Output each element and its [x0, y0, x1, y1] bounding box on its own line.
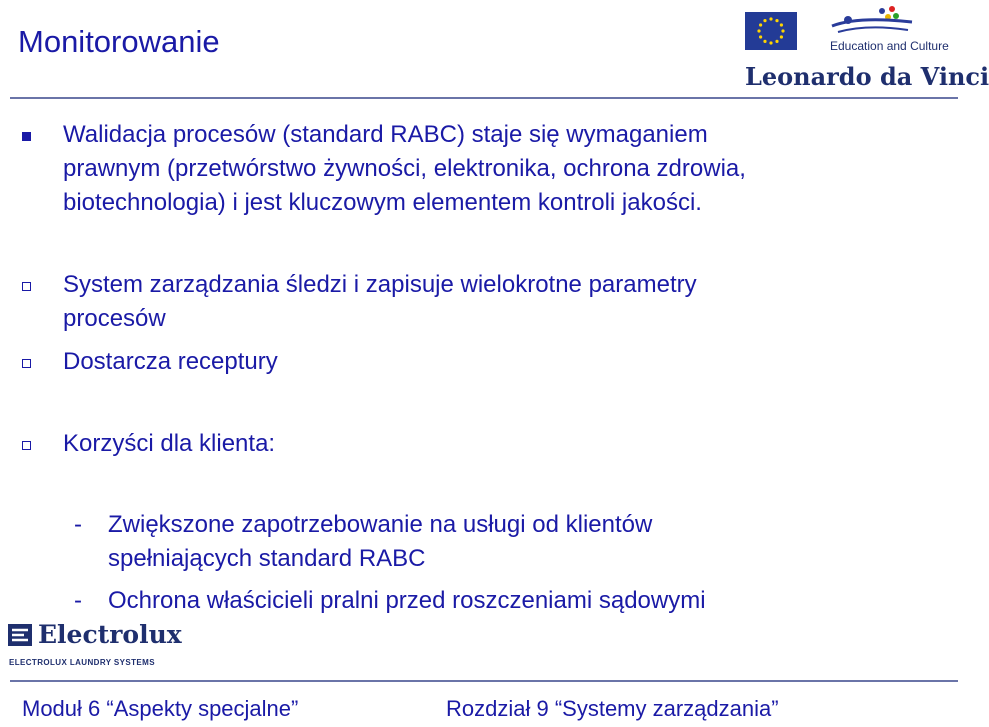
company-name: Electrolux: [38, 620, 182, 649]
dash-marker: -: [74, 511, 82, 538]
bottom-divider: [10, 680, 958, 682]
square-bullet-icon: [22, 282, 31, 291]
bullet-line: Dostarcza receptury: [63, 348, 278, 375]
electrolux-mark-icon: [8, 624, 32, 646]
square-bullet-icon: [22, 132, 31, 141]
program-name: Leonardo da Vinci: [745, 62, 989, 91]
dash-marker: -: [74, 587, 82, 614]
sub-item: [66, 584, 706, 618]
sub-item: [66, 508, 652, 576]
bullet-line: Korzyści dla klienta:: [63, 430, 276, 457]
eu-flag-icon: [745, 12, 797, 50]
bullet-item: [22, 268, 697, 336]
program-label: Education and Culture: [830, 39, 949, 53]
slide-title: Monitorowanie: [18, 24, 220, 59]
footer-module: Moduł 6 “Aspekty specjalne”: [22, 696, 299, 721]
bullet-line: biotechnologia) i jest kluczowym elementem kontroli jakości.: [63, 189, 702, 216]
leonardo-birds-icon: [828, 4, 918, 36]
square-bullet-icon: [22, 441, 31, 450]
sub-line: Zwiększone zapotrzebowanie na usługi od klientów: [108, 511, 653, 538]
footer-chapter: Rozdział 9 “Systemy zarządzania”: [446, 696, 779, 721]
bullet-line: prawnym (przetwórstwo żywności, elektronika, ochrona zdrowia,: [63, 155, 746, 182]
top-divider: [10, 97, 958, 99]
bullet-item: [22, 427, 275, 461]
bullet-item: [22, 118, 746, 220]
bullet-item: [22, 345, 278, 379]
company-subtitle: ELECTROLUX LAUNDRY SYSTEMS: [9, 658, 155, 667]
sub-line: Ochrona właścicieli pralni przed roszczeniami sądowymi: [108, 587, 706, 614]
bullet-line: System zarządzania śledzi i zapisuje wielokrotne parametry: [63, 271, 697, 298]
bullet-line: Walidacja procesów (standard RABC) staje się wymaganiem: [63, 121, 708, 148]
sub-line: spełniających standard RABC: [108, 545, 426, 572]
bullet-line: procesów: [63, 305, 166, 332]
square-bullet-icon: [22, 359, 31, 368]
